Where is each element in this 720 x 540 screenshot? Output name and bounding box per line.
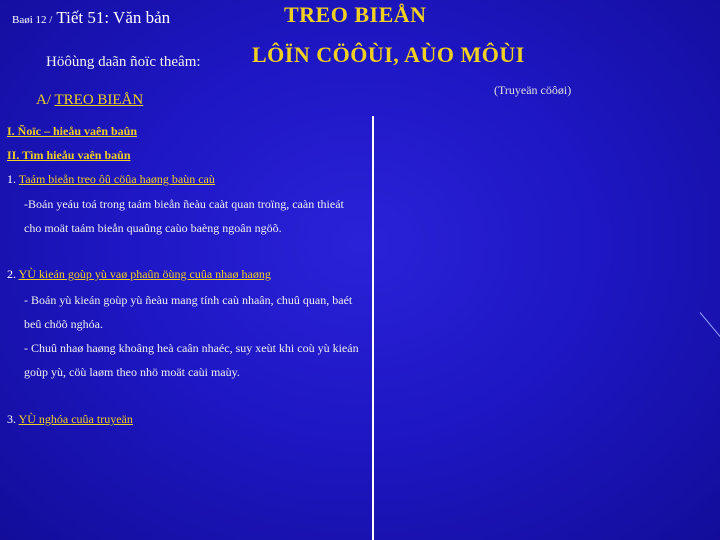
vertical-divider <box>372 116 374 540</box>
lesson-header <box>12 8 170 28</box>
item-3-title: YÙ nghóa cuûa truyeän <box>18 412 133 426</box>
reading-guide-label: Höôùng daãn ñoïc theâm: <box>46 54 201 70</box>
item-2-heading <box>7 267 271 282</box>
item-2-number: 2. <box>7 267 16 281</box>
item-1-body: -Boán yeáu toá trong taám bieån ñeàu caàt quan troïng, caàn thieát cho moät taám bieån quaûng caùo baèng ngoân ngöõ. <box>24 197 344 235</box>
heading-read-understand-text: I. Ñoïc – hieåu vaên baûn <box>7 124 138 138</box>
heading-explore <box>7 148 131 163</box>
section-a-prefix: A/ <box>36 92 55 108</box>
decorative-diagonal-line <box>700 312 720 343</box>
item-1-number: 1. <box>7 172 16 186</box>
story-title-line1: TREO BIEÅN <box>284 2 427 27</box>
heading-read-understand <box>7 124 137 139</box>
lesson-title: Tiết 51: Văn bản <box>56 8 171 27</box>
item-3-heading <box>7 412 133 427</box>
item-2-title: YÙ kieán goùp yù vaø phaûn öùng cuûa nhaø haøng <box>18 267 271 281</box>
item-2-body-para2: - Chuû nhaø haøng khoâng heà caân nhaéc, suy xeùt khi coù yù kieán goùp yù, cöù laøm theo nhö moät caùi maùy. <box>24 341 359 379</box>
heading-explore-text: II. Tìm hieåu vaên baûn <box>7 148 131 162</box>
item-3-number: 3. <box>7 412 16 426</box>
genre-label: (Truyeän cöôøi) <box>494 83 572 97</box>
item-1-heading <box>7 172 215 187</box>
item-2-body <box>24 288 364 384</box>
item-1-title: Taám bieån treo ôû cöûa haøng baùn caù <box>18 172 215 186</box>
section-a-title: TREO BIEÅN <box>54 92 144 108</box>
lesson-prefix: Baøi 12 / <box>12 14 53 26</box>
item-2-body-para1: - Boán yù kieán goùp yù ñeàu mang tính caù nhaân, chuû quan, baét beû chöõ nghóa. <box>24 293 353 331</box>
story-title-line2: LÔÏN CÖÔÙI, AÙO MÔÙI <box>252 42 525 67</box>
section-a-heading <box>36 92 143 109</box>
